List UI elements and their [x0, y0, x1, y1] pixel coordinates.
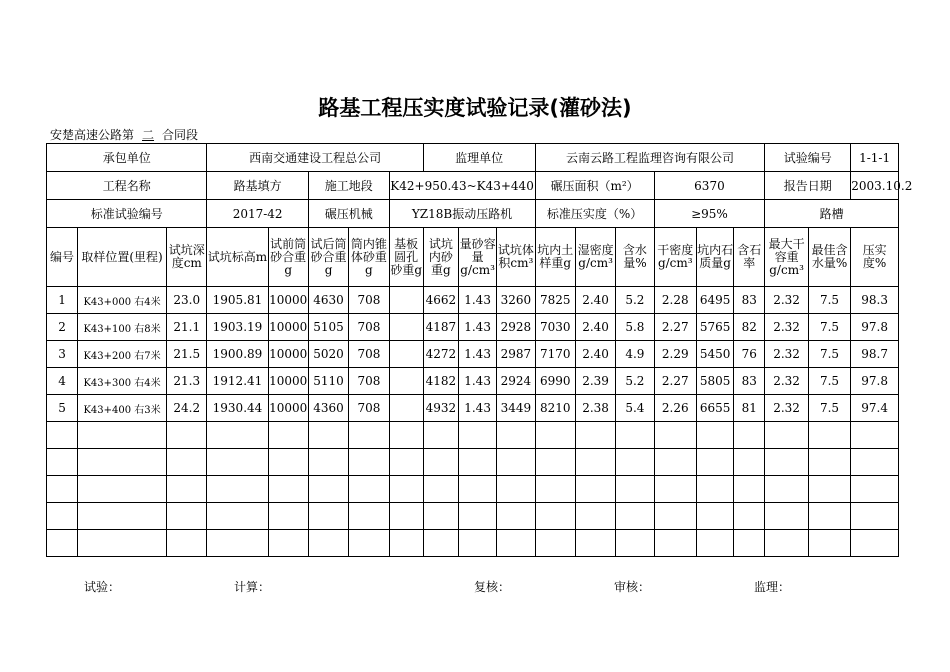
empty-cell [851, 476, 899, 503]
empty-cell [389, 449, 423, 476]
column-header: 试坑标高m [207, 228, 268, 287]
table-cell: 98.3 [851, 287, 899, 314]
table-cell: K43+100 右8米 [78, 314, 167, 341]
empty-cell [458, 422, 496, 449]
empty-cell [808, 449, 850, 476]
table-cell: 4182 [423, 368, 458, 395]
column-header: 最佳含水量% [808, 228, 850, 287]
empty-cell [616, 503, 654, 530]
table-cell: 21.3 [167, 368, 207, 395]
table-cell [389, 368, 423, 395]
table-cell [389, 287, 423, 314]
empty-cell [78, 530, 167, 557]
column-header: 压实度% [851, 228, 899, 287]
roll-area-label: 碾压面积（m²） [535, 172, 654, 200]
empty-cell [765, 449, 808, 476]
empty-cell [78, 503, 167, 530]
table-cell: 2.39 [575, 368, 615, 395]
empty-cell [423, 476, 458, 503]
table-cell: 6990 [535, 368, 575, 395]
table-cell: 2.40 [575, 314, 615, 341]
column-header: 量砂容量g/cm³ [458, 228, 496, 287]
empty-cell [535, 530, 575, 557]
empty-cell [268, 503, 308, 530]
empty-cell [575, 530, 615, 557]
footer-audit: 审核： [614, 580, 651, 594]
table-cell: 5.4 [616, 395, 654, 422]
table-cell: 83 [734, 368, 765, 395]
column-header: 试坑体积cm³ [497, 228, 535, 287]
empty-cell [765, 476, 808, 503]
table-cell: 4 [47, 368, 78, 395]
table-cell: 7.5 [808, 287, 850, 314]
table-cell: K43+200 右7米 [78, 341, 167, 368]
table-cell [389, 341, 423, 368]
table-cell: 2.32 [765, 287, 808, 314]
standard-test-label: 标准试验编号 [47, 200, 207, 228]
empty-cell [458, 530, 496, 557]
empty-cell [78, 449, 167, 476]
table-cell: 1.43 [458, 368, 496, 395]
empty-cell [308, 422, 348, 449]
empty-cell [423, 422, 458, 449]
table-cell: 97.4 [851, 395, 899, 422]
empty-cell [458, 449, 496, 476]
empty-cell [308, 476, 348, 503]
table-row [47, 314, 899, 341]
empty-cell [47, 503, 78, 530]
test-number-label: 试验编号 [765, 144, 851, 172]
data-rows [47, 287, 899, 557]
empty-cell [308, 449, 348, 476]
table-cell: 5765 [696, 314, 733, 341]
table-cell: 7.5 [808, 341, 850, 368]
table-cell: 1.43 [458, 314, 496, 341]
empty-cell [78, 422, 167, 449]
table-cell: 3 [47, 341, 78, 368]
footer-review: 复核： [474, 580, 511, 594]
empty-cell [389, 476, 423, 503]
empty-cell [389, 503, 423, 530]
table-cell: 708 [349, 368, 389, 395]
column-header: 编号 [47, 228, 78, 287]
table-row [47, 341, 899, 368]
page-title: 路基工程压实度试验记录(灌砂法) [318, 96, 632, 120]
table-cell: K43+300 右4米 [78, 368, 167, 395]
empty-cell [616, 476, 654, 503]
table-cell: 7.5 [808, 395, 850, 422]
empty-cell [765, 530, 808, 557]
empty-cell [349, 503, 389, 530]
table-cell: 1905.81 [207, 287, 268, 314]
empty-cell [497, 476, 535, 503]
empty-cell [535, 422, 575, 449]
empty-cell [167, 449, 207, 476]
table-cell: 7170 [535, 341, 575, 368]
empty-cell [458, 476, 496, 503]
column-header-row [47, 228, 899, 287]
table-cell: 4360 [308, 395, 348, 422]
layer-value: 路槽 [765, 200, 899, 228]
table-cell: 7.5 [808, 314, 850, 341]
table-cell: 2928 [497, 314, 535, 341]
table-cell: 2.40 [575, 287, 615, 314]
report-date-value: 2003.10.2 [851, 172, 899, 200]
table-cell: 2.32 [765, 368, 808, 395]
table-cell: 2.32 [765, 341, 808, 368]
table-cell: 2.26 [654, 395, 696, 422]
table-row [47, 287, 899, 314]
table-cell: 10000 [268, 341, 308, 368]
empty-cell [47, 422, 78, 449]
empty-cell [734, 503, 765, 530]
empty-cell [207, 449, 268, 476]
footer-supervise: 监理： [754, 580, 791, 594]
empty-cell [654, 476, 696, 503]
table-cell: 24.2 [167, 395, 207, 422]
table-cell: 4932 [423, 395, 458, 422]
empty-cell [535, 449, 575, 476]
empty-table-row [47, 530, 899, 557]
table-cell: 97.8 [851, 314, 899, 341]
table-cell: 1 [47, 287, 78, 314]
empty-cell [167, 476, 207, 503]
empty-cell [47, 449, 78, 476]
empty-cell [654, 422, 696, 449]
section-label: 施工地段 [308, 172, 389, 200]
table-cell: 1912.41 [207, 368, 268, 395]
table-cell: 10000 [268, 287, 308, 314]
info-row-standard [47, 200, 899, 228]
table-cell: 1.43 [458, 395, 496, 422]
roller-value: YZ18B振动压路机 [389, 200, 535, 228]
table-cell: 10000 [268, 395, 308, 422]
empty-cell [423, 530, 458, 557]
empty-cell [808, 422, 850, 449]
table-cell: 5.2 [616, 287, 654, 314]
empty-cell [851, 530, 899, 557]
table-cell: 7825 [535, 287, 575, 314]
empty-cell [349, 530, 389, 557]
empty-cell [616, 530, 654, 557]
table-cell: 98.7 [851, 341, 899, 368]
table-cell: 23.0 [167, 287, 207, 314]
empty-cell [47, 530, 78, 557]
table-cell: 3449 [497, 395, 535, 422]
empty-cell [654, 503, 696, 530]
empty-cell [808, 503, 850, 530]
empty-cell [575, 422, 615, 449]
empty-cell [497, 503, 535, 530]
project-name-value: 路基填方 [207, 172, 308, 200]
empty-cell [696, 476, 733, 503]
column-header: 试坑深度cm [167, 228, 207, 287]
table-cell: 2.40 [575, 341, 615, 368]
column-header: 试后筒砂合重g [308, 228, 348, 287]
table-cell: 6655 [696, 395, 733, 422]
table-cell: 76 [734, 341, 765, 368]
empty-cell [808, 530, 850, 557]
empty-cell [696, 503, 733, 530]
empty-cell [535, 476, 575, 503]
empty-cell [308, 530, 348, 557]
table-cell: 8210 [535, 395, 575, 422]
table-cell: 1.43 [458, 287, 496, 314]
subtitle-suffix: 合同段 [162, 128, 199, 142]
table-cell: K43+400 右3米 [78, 395, 167, 422]
empty-table-row [47, 449, 899, 476]
empty-cell [765, 422, 808, 449]
empty-cell [268, 449, 308, 476]
empty-cell [207, 476, 268, 503]
empty-cell [349, 449, 389, 476]
table-cell: 2.38 [575, 395, 615, 422]
table-cell: 4.9 [616, 341, 654, 368]
table-cell: 708 [349, 287, 389, 314]
empty-cell [535, 503, 575, 530]
table-cell: 5 [47, 395, 78, 422]
table-cell [389, 314, 423, 341]
std-compaction-label: 标准压实度（%） [535, 200, 654, 228]
table-cell: 1900.89 [207, 341, 268, 368]
test-number-value: 1-1-1 [851, 144, 899, 172]
empty-cell [167, 503, 207, 530]
empty-cell [458, 503, 496, 530]
empty-cell [349, 422, 389, 449]
table-cell: 5110 [308, 368, 348, 395]
empty-cell [575, 476, 615, 503]
empty-cell [654, 449, 696, 476]
report-date-label: 报告日期 [765, 172, 851, 200]
compaction-test-table [46, 143, 913, 557]
roll-area-value: 6370 [654, 172, 765, 200]
signature-footer [0, 578, 950, 594]
column-header: 筒内锥体砂重g [349, 228, 389, 287]
table-cell: 10000 [268, 368, 308, 395]
table-cell: 4630 [308, 287, 348, 314]
table-cell: 1903.19 [207, 314, 268, 341]
empty-cell [268, 530, 308, 557]
contract-section-line [50, 126, 198, 143]
table-cell: 2.27 [654, 314, 696, 341]
empty-cell [696, 449, 733, 476]
empty-cell [207, 530, 268, 557]
empty-cell [78, 476, 167, 503]
empty-cell [207, 422, 268, 449]
table-cell: 708 [349, 314, 389, 341]
column-header: 干密度g/cm³ [654, 228, 696, 287]
table-cell: 10000 [268, 314, 308, 341]
empty-cell [851, 503, 899, 530]
empty-cell [268, 422, 308, 449]
table-cell: 4187 [423, 314, 458, 341]
table-cell: 97.8 [851, 368, 899, 395]
table-cell: 5.2 [616, 368, 654, 395]
table-cell: 2 [47, 314, 78, 341]
empty-cell [734, 422, 765, 449]
supervisor-value: 云南云路工程监理咨询有限公司 [535, 144, 765, 172]
standard-test-value: 2017-42 [207, 200, 308, 228]
supervisor-label: 监理单位 [423, 144, 535, 172]
empty-cell [497, 449, 535, 476]
table-cell: 81 [734, 395, 765, 422]
table-cell: 6495 [696, 287, 733, 314]
empty-cell [423, 449, 458, 476]
table-cell: 21.1 [167, 314, 207, 341]
empty-cell [696, 422, 733, 449]
empty-cell [497, 422, 535, 449]
empty-cell [389, 422, 423, 449]
empty-cell [268, 476, 308, 503]
table-row [47, 368, 899, 395]
table-cell: 2.32 [765, 314, 808, 341]
table-cell: 1.43 [458, 341, 496, 368]
column-header: 试坑内砂重g [423, 228, 458, 287]
table-cell: 7030 [535, 314, 575, 341]
column-header: 取样位置(里程) [78, 228, 167, 287]
section-value: K42+950.43~K43+440 [389, 172, 535, 200]
empty-cell [423, 503, 458, 530]
empty-table-row [47, 503, 899, 530]
empty-cell [734, 476, 765, 503]
empty-cell [696, 530, 733, 557]
empty-cell [851, 422, 899, 449]
column-header: 坑内土样重g [535, 228, 575, 287]
std-compaction-value: ≥95% [654, 200, 765, 228]
table-cell: 2924 [497, 368, 535, 395]
table-cell: 2.32 [765, 395, 808, 422]
empty-table-row [47, 422, 899, 449]
empty-cell [167, 530, 207, 557]
column-header: 坑内石质量g [696, 228, 733, 287]
contractor-value: 西南交通建设工程总公司 [207, 144, 423, 172]
empty-cell [497, 530, 535, 557]
subtitle-prefix: 安楚高速公路第 [50, 128, 135, 142]
table-cell: K43+000 右4米 [78, 287, 167, 314]
empty-cell [308, 503, 348, 530]
column-header: 湿密度g/cm³ [575, 228, 615, 287]
empty-cell [654, 530, 696, 557]
table-cell: 5.8 [616, 314, 654, 341]
table-cell: 5805 [696, 368, 733, 395]
table-cell: 7.5 [808, 368, 850, 395]
table-cell: 1930.44 [207, 395, 268, 422]
roller-label: 碾压机械 [308, 200, 389, 228]
table-cell: 4272 [423, 341, 458, 368]
empty-cell [575, 449, 615, 476]
empty-cell [389, 530, 423, 557]
column-header: 含水量% [616, 228, 654, 287]
empty-cell [765, 503, 808, 530]
table-cell: 83 [734, 287, 765, 314]
project-name-label: 工程名称 [47, 172, 207, 200]
empty-cell [575, 503, 615, 530]
table-cell: 2.27 [654, 368, 696, 395]
footer-calc: 计算： [234, 580, 271, 594]
table-cell: 2.29 [654, 341, 696, 368]
empty-cell [616, 422, 654, 449]
table-cell: 708 [349, 395, 389, 422]
empty-cell [808, 476, 850, 503]
column-header: 基板圆孔砂重g [389, 228, 423, 287]
empty-cell [851, 449, 899, 476]
empty-table-row [47, 476, 899, 503]
column-header: 最大干容重g/cm³ [765, 228, 808, 287]
empty-cell [734, 449, 765, 476]
table-cell: 2.28 [654, 287, 696, 314]
table-cell: 21.5 [167, 341, 207, 368]
table-cell: 2987 [497, 341, 535, 368]
table-cell [389, 395, 423, 422]
empty-cell [734, 530, 765, 557]
table-cell: 4662 [423, 287, 458, 314]
table-cell: 82 [734, 314, 765, 341]
table-cell: 5105 [308, 314, 348, 341]
footer-test: 试验： [84, 580, 121, 594]
table-cell: 5020 [308, 341, 348, 368]
empty-cell [616, 449, 654, 476]
subtitle-section: 二 [142, 128, 155, 142]
info-row-contractor [47, 144, 899, 172]
contractor-label: 承包单位 [47, 144, 207, 172]
empty-cell [167, 422, 207, 449]
column-header: 试前筒砂合重g [268, 228, 308, 287]
table-cell: 3260 [497, 287, 535, 314]
column-header: 含石率 [734, 228, 765, 287]
table-cell: 708 [349, 341, 389, 368]
table-cell: 5450 [696, 341, 733, 368]
empty-cell [349, 476, 389, 503]
empty-cell [207, 503, 268, 530]
info-row-project [47, 172, 899, 200]
empty-cell [47, 476, 78, 503]
table-row [47, 395, 899, 422]
